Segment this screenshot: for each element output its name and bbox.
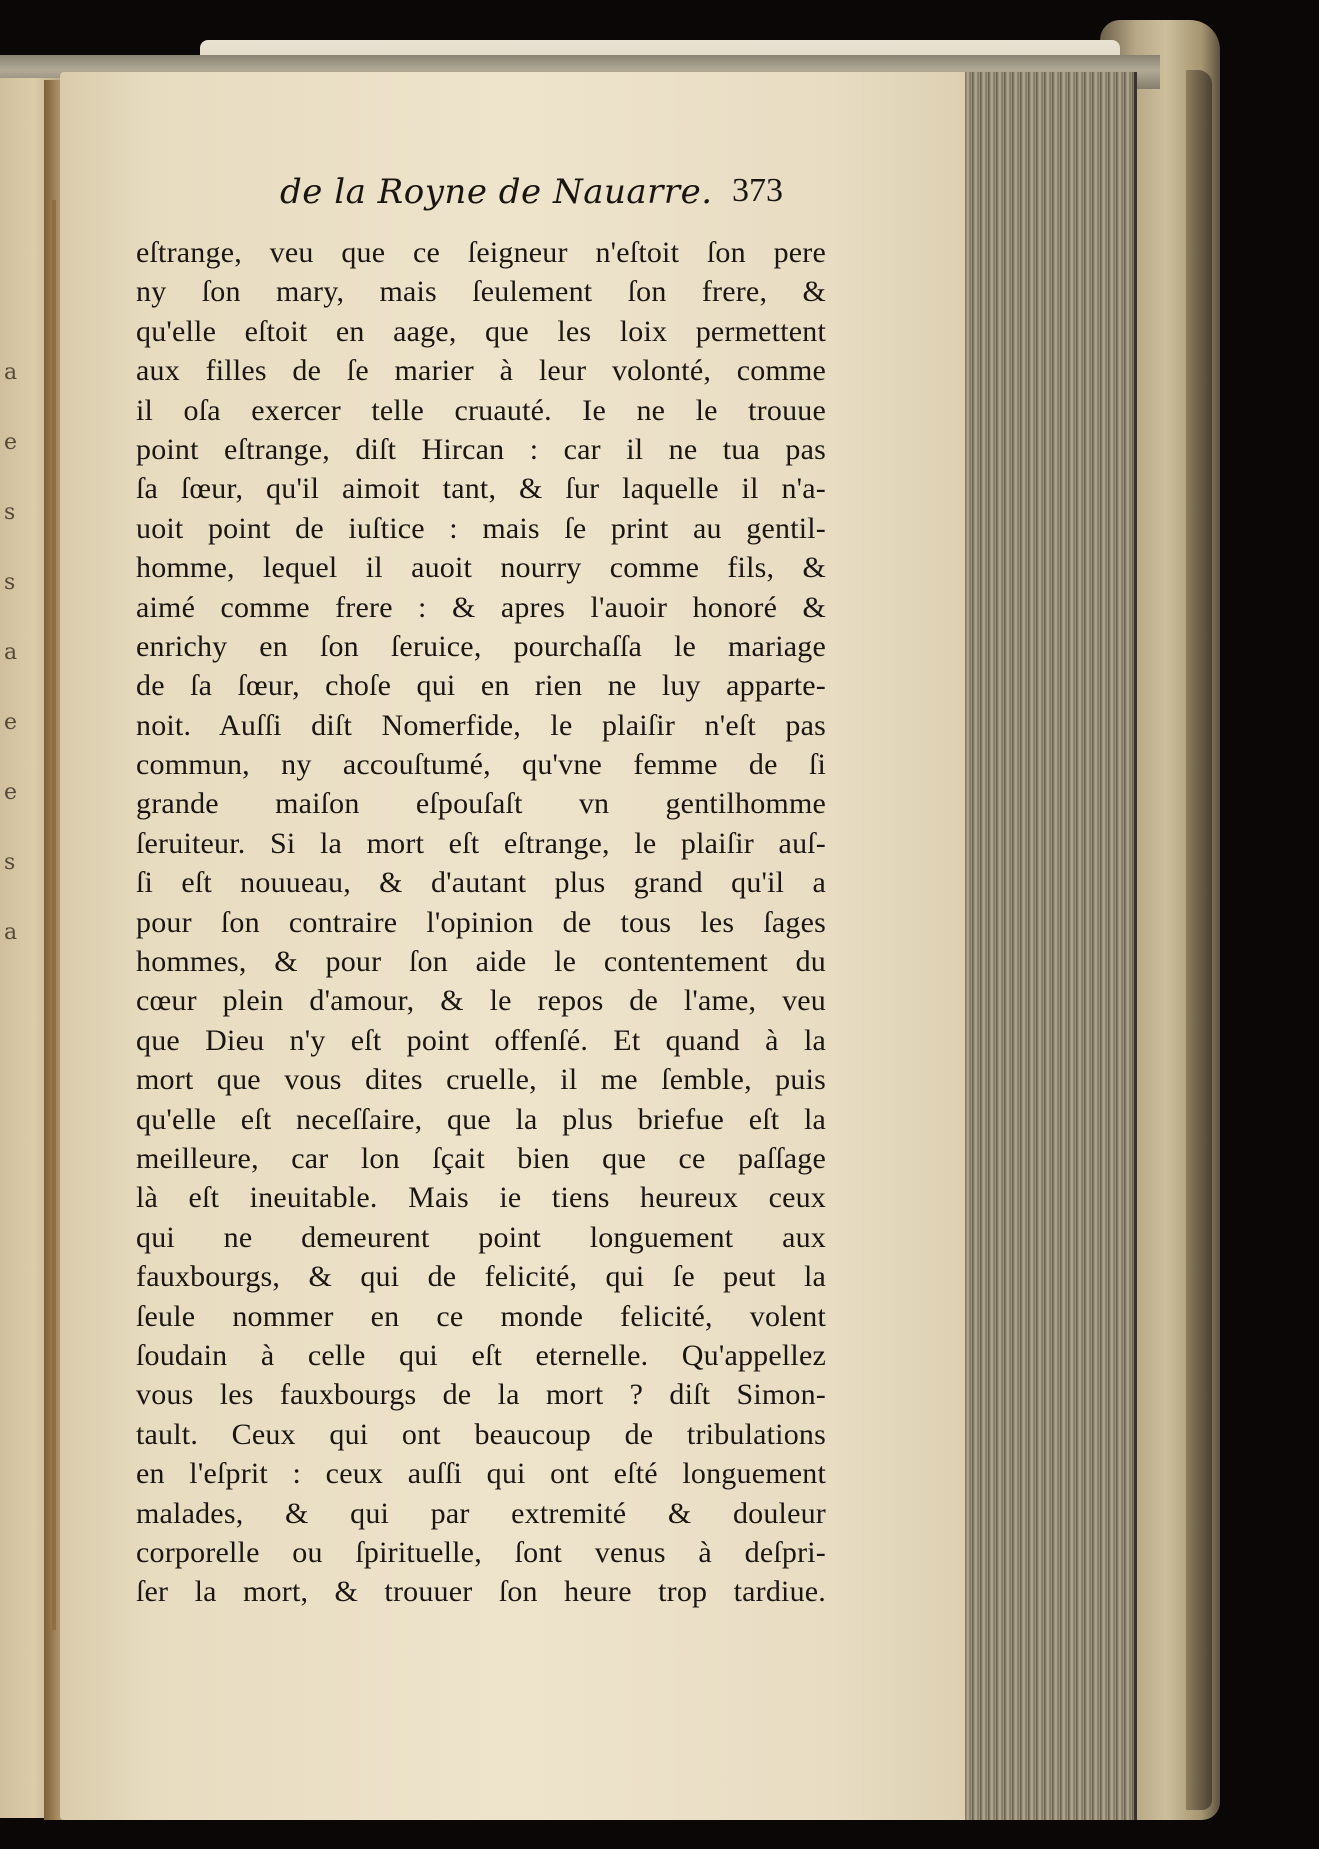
- text-line: qu'elle eſt neceſſaire, que la plus briefue eſt la: [136, 1102, 826, 1136]
- verso-text-fragments: [4, 338, 24, 968]
- text-line: ſeruiteur. Si la mort eſt eſtrange, le plaiſir auſ-: [136, 826, 826, 860]
- fore-edge-page-block: [948, 72, 1137, 1820]
- verso-character: s: [4, 500, 16, 525]
- text-line: grande maiſon eſpouſaſt vn gentilhomme: [136, 787, 826, 821]
- text-line: hommes, & pour ſon aide le contentement du: [136, 945, 826, 979]
- text-line: ſi eſt nouueau, & d'autant plus grand qu'il a: [136, 866, 826, 900]
- text-line: ſa ſœur, qu'il aimoit tant, & ſur laquelle il n'a-: [136, 472, 826, 506]
- text-line: meilleure, car lon ſçait bien que ce paſſage: [136, 1141, 826, 1175]
- text-line: pour ſon contraire l'opinion de tous les ſages: [136, 905, 826, 939]
- verso-character: s: [4, 570, 16, 595]
- text-line: ſeule nommer en ce monde felicité, volent: [136, 1299, 826, 1333]
- verso-character: a: [4, 640, 18, 665]
- text-line: il oſa exercer telle cruauté. Ie ne le trouue: [136, 393, 826, 427]
- page-number: 373: [732, 172, 783, 209]
- text-line: ſer la mort, & trouuer ſon heure trop tardiue.: [136, 1575, 826, 1609]
- text-line: de ſa ſœur, choſe qui en rien ne luy apparte-: [136, 669, 826, 703]
- text-line: uoit point de iuſtice : mais ſe print au gentil-: [136, 511, 826, 545]
- cover-edge-shadow: [1186, 70, 1212, 1810]
- text-line: ſoudain à celle qui eſt eternelle. Qu'appellez: [136, 1338, 826, 1372]
- text-line: commun, ny accouſtumé, qu'vne femme de ſi: [136, 748, 826, 782]
- text-line: enrichy en ſon ſeruice, pourchaſſa le mariage: [136, 629, 826, 663]
- verso-character: a: [4, 920, 18, 945]
- text-line: eſtrange, veu que ce ſeigneur n'eſtoit ſon pere: [136, 236, 826, 269]
- verso-character: s: [4, 850, 16, 875]
- text-line: corporelle ou ſpirituelle, ſont venus à deſpri-: [136, 1535, 826, 1569]
- text-line: aimé comme frere : & apres l'auoir honoré &: [136, 590, 826, 624]
- text-line: tault. Ceux qui ont beaucoup de tribulations: [136, 1417, 826, 1451]
- text-line: noit. Auſſi diſt Nomerfide, le plaiſir n'eſt pas: [136, 708, 826, 742]
- text-line: malades, & qui par extremité & douleur: [136, 1496, 826, 1530]
- text-line: qu'elle eſtoit en aage, que les loix permettent: [136, 314, 826, 348]
- gutter-fold-line: [52, 200, 56, 1630]
- text-line: vous les fauxbourgs de la mort ? diſt Simon-: [136, 1378, 826, 1412]
- verso-character: e: [4, 780, 18, 805]
- verso-character: e: [4, 710, 18, 735]
- page-body-text: [136, 233, 826, 1612]
- text-line: mort que vous dites cruelle, il me ſemble, puis: [136, 1063, 826, 1097]
- verso-character: a: [4, 360, 18, 385]
- verso-character: e: [4, 430, 18, 455]
- text-line: là eſt ineuitable. Mais ie tiens heureux ceux: [136, 1181, 826, 1215]
- text-line: qui ne demeurent point longuement aux: [136, 1220, 826, 1254]
- running-head: de la Royne de Nauarre.: [280, 172, 713, 212]
- text-line: homme, lequel il auoit nourry comme fils, &: [136, 551, 826, 585]
- text-line: cœur plein d'amour, & le repos de l'ame, veu: [136, 984, 826, 1018]
- text-line: aux filles de ſe marier à leur volonté, comme: [136, 354, 826, 388]
- text-line: en l'eſprit : ceux auſſi qui ont eſté longuement: [136, 1457, 826, 1491]
- text-line: ny ſon mary, mais ſeulement ſon frere, &: [136, 275, 826, 309]
- text-line: fauxbourgs, & qui de felicité, qui ſe peut la: [136, 1260, 826, 1294]
- text-line: que Dieu n'y eſt point offenſé. Et quand à la: [136, 1023, 826, 1057]
- text-line: point eſtrange, diſt Hircan : car il ne tua pas: [136, 432, 826, 466]
